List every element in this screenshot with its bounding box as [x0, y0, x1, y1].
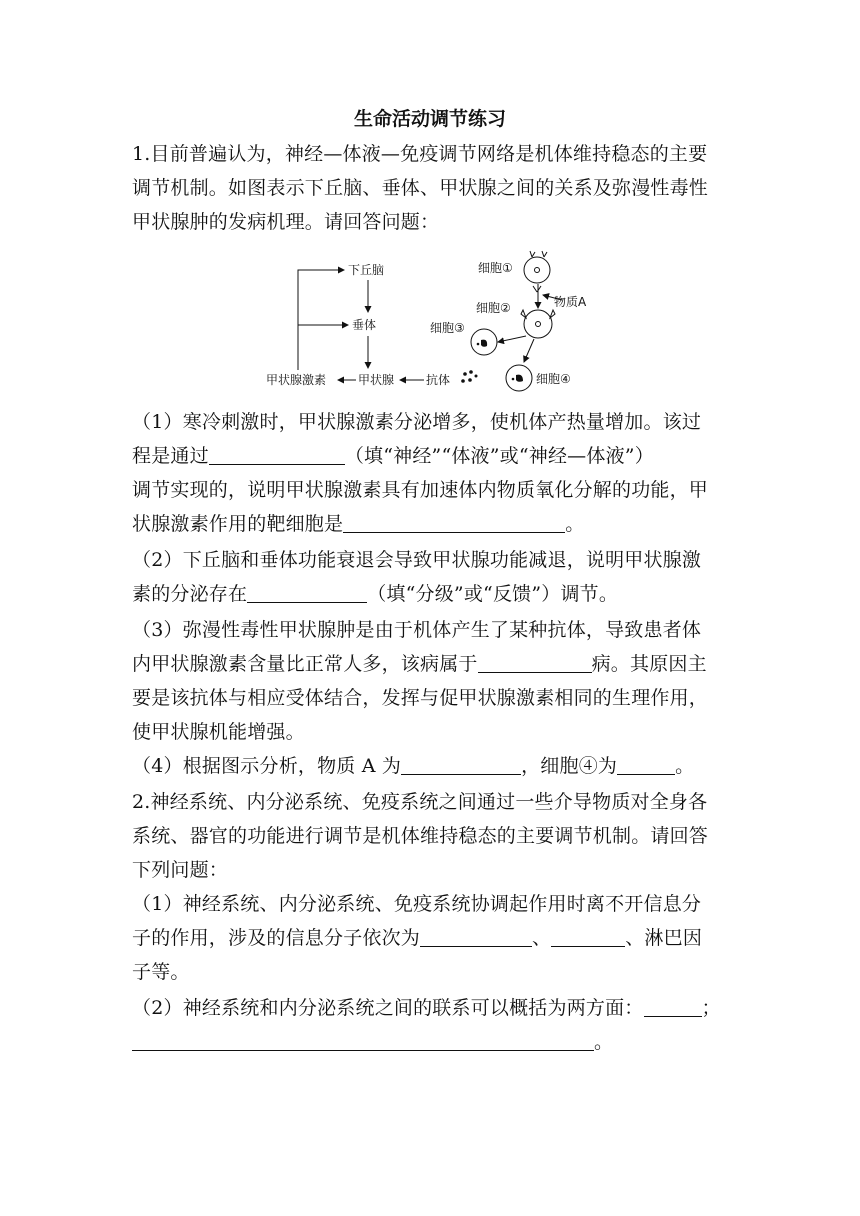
- cell-2-shape: [524, 310, 552, 338]
- label-substance-a: 物质A: [554, 295, 587, 309]
- q1-part1-line-3: 调节实现的，说明甲状腺激素具有加速体内物质氧化分解的功能，甲: [132, 479, 709, 501]
- cell-1-receptors: [530, 251, 547, 257]
- label-cell-3: 细胞③: [430, 321, 465, 335]
- q1-part2-line-2: [132, 580, 618, 608]
- answer-blank-q1-1-target-cells[interactable]: [343, 512, 565, 533]
- q1-part1-line-4: [132, 510, 584, 538]
- q2-part2-text: （2）神经系统和内分泌系统之间的联系可以概括为两方面：: [132, 997, 644, 1019]
- label-cell-2: 细胞②: [476, 301, 511, 315]
- arrow-cell2-to-cell4: [524, 339, 534, 362]
- arrow-cell2-to-cell3: [498, 336, 526, 342]
- q1-intro-line-3: 甲状腺肿的发病机理。请回答问题：: [132, 211, 440, 233]
- label-thyroid: 甲状腺: [358, 373, 395, 387]
- q1-part4-text: （4）根据图示分析，物质 A 为: [132, 755, 402, 777]
- q2-intro-line-2: 系统、器官的功能进行调节是机体维持稳态的主要调节机制。请回答: [132, 825, 709, 847]
- q1-part3-line-2: [132, 650, 707, 678]
- q2-intro-line-3: 下列问题：: [132, 859, 229, 881]
- q1-part1-line-2: [132, 442, 654, 470]
- answer-blank-q1-3[interactable]: [478, 652, 592, 673]
- answer-blank-q2-1-second[interactable]: [551, 926, 625, 947]
- antibody-dots: [461, 370, 477, 383]
- q1-part4-text: 。: [675, 755, 695, 777]
- q1-part2-line-1: （2）下丘脑和垂体功能衰退会导致甲状腺功能减退，说明甲状腺激: [132, 549, 702, 571]
- q1-part3-text: 内甲状腺激素含量比正常人多，该病属于: [132, 653, 478, 675]
- label-antibody: 抗体: [426, 373, 451, 387]
- answer-blank-q1-4-substance-a[interactable]: [401, 754, 521, 775]
- q1-part3-line-4: 使甲状腺机能增强。: [132, 721, 305, 743]
- q2-part1-line-2: [132, 924, 702, 952]
- answer-blank-q2-1-first[interactable]: [420, 926, 532, 947]
- answer-blank-q1-2[interactable]: [247, 582, 367, 603]
- q2-part2-text: 。: [594, 1031, 614, 1053]
- q1-part4-text: ，细胞④为: [521, 755, 618, 777]
- cell-1-shape: [524, 257, 550, 283]
- q2-part2-text: ；: [701, 997, 721, 1019]
- q1-part2-text: 素的分泌存在: [132, 583, 248, 605]
- q1-part3-text: 病。其原因主: [591, 653, 707, 675]
- q1-part3-line-3: 要是该抗体与相应受体结合，发挥与促甲状腺激素相同的生理作用，: [132, 687, 709, 709]
- q1-part1-text: 状腺激素作用的靶细胞是: [132, 513, 344, 535]
- label-pituitary: 垂体: [352, 318, 377, 332]
- q2-part1-text: 、: [532, 927, 552, 949]
- q2-part1-text: 、淋巴因: [625, 927, 703, 949]
- answer-blank-q2-2-second[interactable]: [132, 1030, 594, 1051]
- q1-part4-line: [132, 752, 694, 780]
- answer-blank-q1-1-regulation[interactable]: [209, 444, 345, 465]
- q1-intro-line-2: 调节机制。如图表示下丘脑、垂体、甲状腺之间的关系及弥漫性毒性: [132, 177, 709, 199]
- q1-part3-line-1: （3）弥漫性毒性甲状腺肿是由于机体产生了某种抗体，导致患者体: [132, 619, 702, 641]
- q1-part1-text: （填“神经”“体液”或“神经—体液”）: [344, 445, 654, 467]
- q2-intro-line-1: 2.神经系统、内分泌系统、免疫系统之间通过一些介导物质对全身各: [132, 791, 708, 813]
- feedback-arrow-to-hypothalamus: [298, 270, 344, 370]
- label-hypothalamus: 下丘脑: [348, 263, 385, 277]
- answer-blank-q1-4-cell4[interactable]: [617, 754, 675, 775]
- label-cell-4: 细胞④: [536, 372, 571, 386]
- answer-blank-q2-2-first[interactable]: [644, 996, 702, 1017]
- q1-part1-text: 。: [565, 513, 585, 535]
- q1-part1-text: 程是通过: [132, 445, 209, 467]
- q2-part1-line-1: （1）神经系统、内分泌系统、免疫系统协调起作用时离不开信息分: [132, 893, 702, 915]
- q2-part1-line-3: 子等。: [132, 961, 190, 983]
- q1-part1-line-1: （1）寒冷刺激时，甲状腺激素分泌增多，使机体产热量增加。该过: [132, 411, 702, 433]
- label-cell-1: 细胞①: [478, 261, 513, 275]
- label-thyroid-hormone: 甲状腺激素: [266, 373, 327, 387]
- q2-part2-line-2: [132, 1028, 613, 1056]
- q2-part1-text: 子的作用，涉及的信息分子依次为: [132, 927, 421, 949]
- q1-part2-text: （填“分级”或“反馈”）调节。: [367, 583, 619, 605]
- q1-intro-line-1: 1.目前普遍认为，神经—体液—免疫调节网络是机体维持稳态的主要: [132, 143, 708, 165]
- thyroid-regulation-diagram: [262, 242, 612, 394]
- q2-part2-line-1: [132, 994, 721, 1022]
- document-title: 生命活动调节练习: [353, 108, 506, 130]
